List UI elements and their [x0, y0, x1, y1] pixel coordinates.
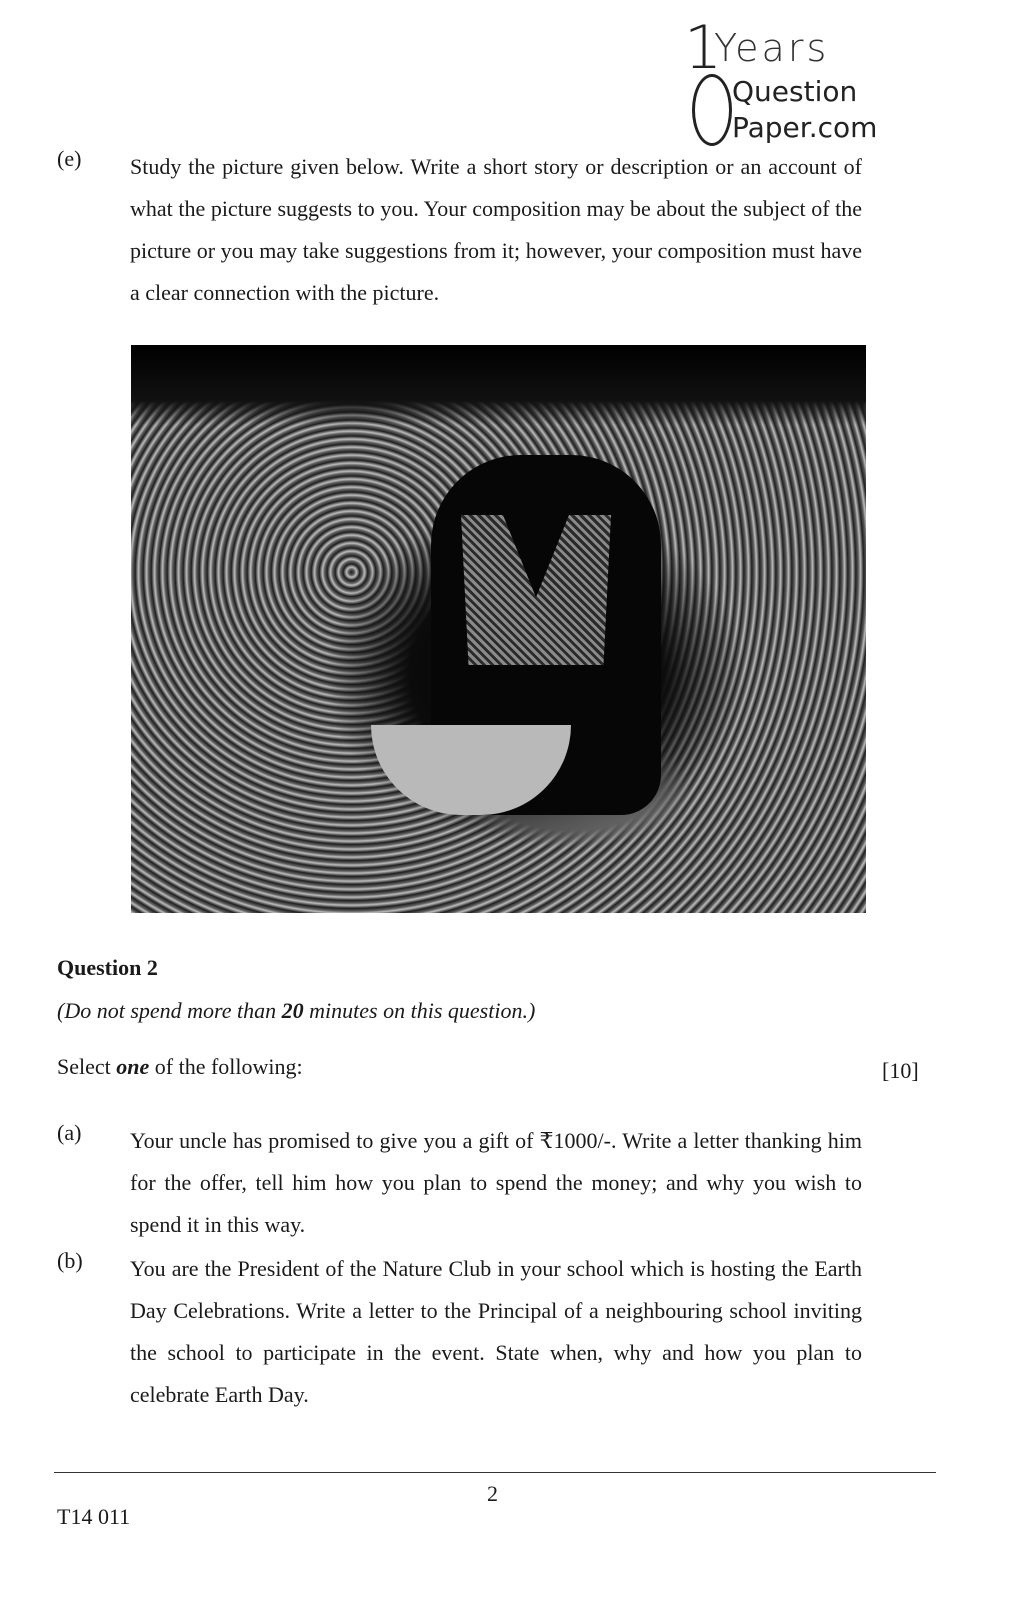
- logo-ring-zero: [692, 74, 732, 146]
- logo-question-text: Question: [732, 75, 858, 108]
- select-end: of the following:: [149, 1054, 303, 1079]
- option-a-text: Your uncle has promised to give you a gift of ₹1000/-. Write a letter thanking him for the offer, tell him how you plan to spend the money; and why you wish to spend it in this way.: [130, 1128, 862, 1237]
- item-e-instructions: Study the picture given below. Write a short story or description or an account of what the picture suggests to you. Your composition may be about the subject of the picture or you may take suggestions from it; however, your composition must have a clear connection with the picture.: [130, 154, 862, 305]
- logo-years-text: Years: [714, 26, 830, 70]
- question-2-marks: [10]: [882, 1058, 919, 1083]
- option-b-marker: (b): [57, 1248, 83, 1273]
- logo-digit-one: 1: [684, 13, 723, 83]
- time-note-minutes: 20: [281, 998, 304, 1023]
- time-note-start: (Do not spend more than: [57, 998, 282, 1023]
- question-2-title: Question 2: [57, 955, 158, 980]
- photo-shadow: [131, 345, 866, 425]
- option-a-marker: (a): [57, 1120, 82, 1145]
- option-b-text: You are the President of the Nature Club in your school which is hosting the Earth Day Celebrations. Write a letter to the Principal of a neighbouring school inviting the school to participate in the event. State when, why and how you plan to celebrate Earth Day.: [130, 1256, 862, 1407]
- select-one-emphasis: one: [116, 1054, 150, 1079]
- paper-code: T14 011: [57, 1504, 131, 1529]
- question-2-time-note: [57, 998, 535, 1024]
- logo-paper-text: Paper.com: [732, 111, 878, 144]
- footer-rule: [54, 1472, 936, 1473]
- stone-breaker-photo: [131, 345, 866, 913]
- watermark-logo: [684, 13, 904, 144]
- question-2-selection-instruction: [57, 1054, 303, 1080]
- item-e-marker: (e): [57, 146, 82, 171]
- select-start: Select: [57, 1054, 117, 1079]
- time-note-end: minutes on this question.): [303, 998, 536, 1023]
- page-number: 2: [487, 1481, 498, 1506]
